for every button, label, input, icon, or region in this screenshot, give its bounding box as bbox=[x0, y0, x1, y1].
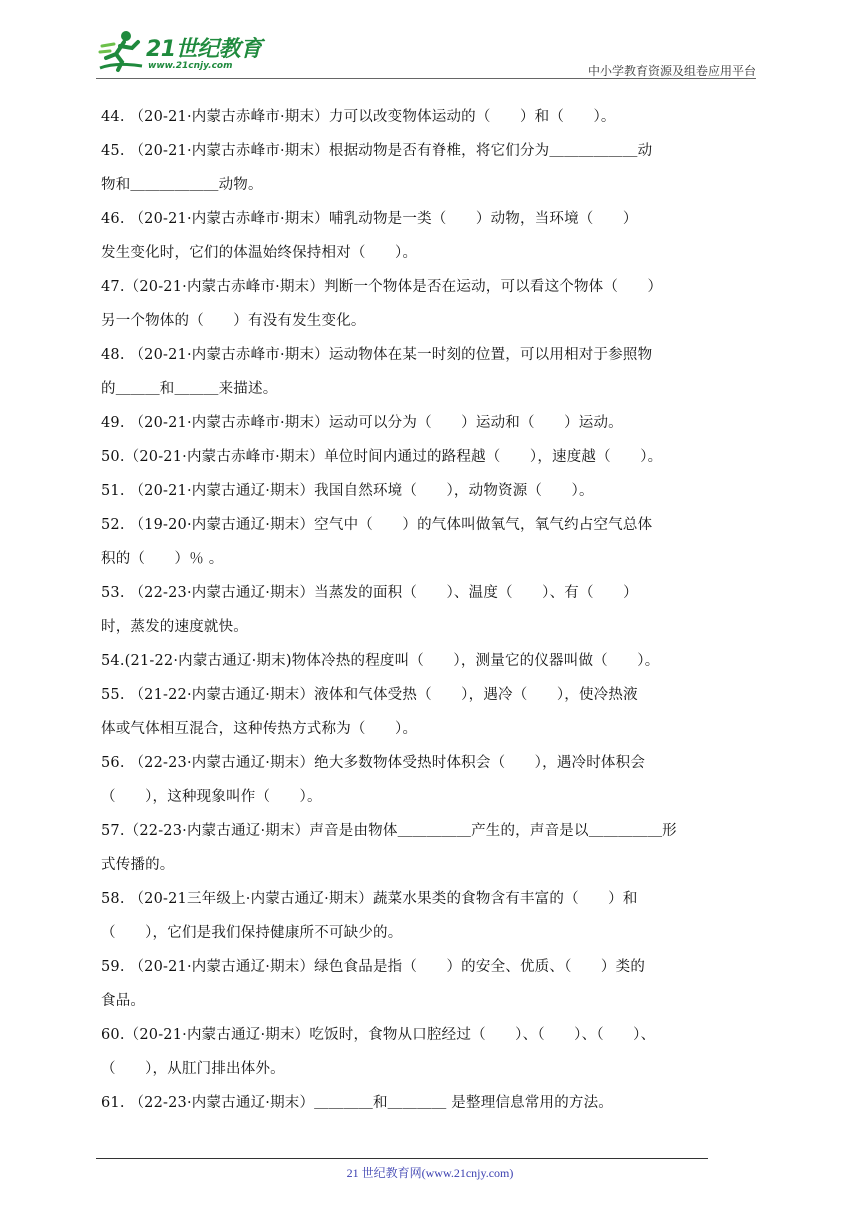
platform-title: 中小学教育资源及组卷应用平台 bbox=[587, 64, 756, 78]
header-divider bbox=[96, 78, 756, 79]
question-line: 45. （20-21·内蒙古赤峰市·期末）根据动物是否有脊椎，将它们分为＿＿＿＿＿＿动 bbox=[101, 143, 653, 159]
question-line: 物和＿＿＿＿＿＿动物。 bbox=[101, 177, 263, 193]
question-line: 食品。 bbox=[101, 993, 146, 1009]
question-line: 的＿＿＿和＿＿＿来描述。 bbox=[101, 381, 278, 397]
question-line: 51. （20-21·内蒙古通辽·期末）我国自然环境（ ），动物资源（ ）。 bbox=[101, 483, 594, 499]
question-line: 61. （22-23·内蒙古通辽·期末）＿＿＿＿和＿＿＿＿ 是整理信息常用的方法。 bbox=[101, 1095, 613, 1111]
footer-text: 21 世纪教育网(www.21cnjy.com) bbox=[346, 1166, 514, 1180]
question-line: 55. （21-22·内蒙古通辽·期末）液体和气体受热（ ），遇冷（ ），使冷热液 bbox=[101, 687, 638, 703]
question-line: 另一个物体的（ ）有没有发生变化。 bbox=[101, 313, 366, 329]
question-line: 体或气体相互混合，这种传热方式称为（ ）。 bbox=[101, 721, 418, 737]
question-line: 56. （22-23·内蒙古通辽·期末）绝大多数物体受热时体积会（ ），遇冷时体积会 bbox=[101, 755, 646, 771]
runner-logo-icon bbox=[96, 28, 146, 76]
question-line: 44. （20-21·内蒙古赤峰市·期末）力可以改变物体运动的（ ）和（ ）。 bbox=[101, 109, 616, 125]
question-line: 58. （20-21三年级上·内蒙古通辽·期末）蔬菜水果类的食物含有丰富的（ ）和 bbox=[101, 891, 638, 907]
logo-text: 21世纪教育 bbox=[146, 37, 262, 62]
footer-divider bbox=[96, 1158, 708, 1159]
question-line: 发生变化时，它们的体温始终保持相对（ ）。 bbox=[101, 245, 418, 261]
question-line: 时，蒸发的速度就快。 bbox=[101, 619, 248, 635]
logo-url: www.21cnjy.com bbox=[148, 61, 233, 71]
question-line: 60.（20-21·内蒙古通辽·期末）吃饭时，食物从口腔经过（ ）、（ ）、（ ）、 bbox=[101, 1027, 656, 1043]
question-line: 57.（22-23·内蒙古通辽·期末）声音是由物体＿＿＿＿＿产生的，声音是以＿＿＿＿＿形 bbox=[101, 823, 677, 839]
question-line: （ ），它们是我们保持健康所不可缺少的。 bbox=[101, 925, 403, 941]
question-line: 49. （20-21·内蒙古赤峰市·期末）运动可以分为（ ）运动和（ ）运动。 bbox=[101, 415, 623, 431]
question-line: 59. （20-21·内蒙古通辽·期末）绿色食品是指（ ）的安全、优质、（ ）类的 bbox=[101, 959, 646, 975]
question-line: 53. （22-23·内蒙古通辽·期末）当蒸发的面积（ ）、温度（ ）、有（ ） bbox=[101, 585, 638, 601]
question-line: （ ），这种现象叫作（ ）。 bbox=[101, 789, 322, 805]
question-line: 46. （20-21·内蒙古赤峰市·期末）哺乳动物是一类（ ）动物，当环境（ ） bbox=[101, 211, 638, 227]
question-line: （ ），从肛门排出体外。 bbox=[101, 1061, 285, 1077]
logo bbox=[96, 28, 266, 76]
question-line: 48. （20-21·内蒙古赤峰市·期末）运动物体在某一时刻的位置，可以用相对于参照物 bbox=[101, 347, 653, 363]
question-list bbox=[101, 100, 761, 1120]
question-line: 50.（20-21·内蒙古赤峰市·期末）单位时间内通过的路程越（ ），速度越（ ）。 bbox=[101, 449, 663, 465]
question-line: 54.(21-22·内蒙古通辽·期末)物体冷热的程度叫（ ），测量它的仪器叫做（ ）。 bbox=[101, 653, 660, 669]
question-line: 积的（ ）％ 。 bbox=[101, 551, 224, 567]
question-line: 式传播的。 bbox=[101, 857, 175, 873]
question-line: 52. （19-20·内蒙古通辽·期末）空气中（ ）的气体叫做氧气，氧气约占空气总体 bbox=[101, 517, 653, 533]
question-line: 47.（20-21·内蒙古赤峰市·期末）判断一个物体是否在运动，可以看这个物体（ ） bbox=[101, 279, 663, 295]
page-header bbox=[96, 28, 756, 80]
